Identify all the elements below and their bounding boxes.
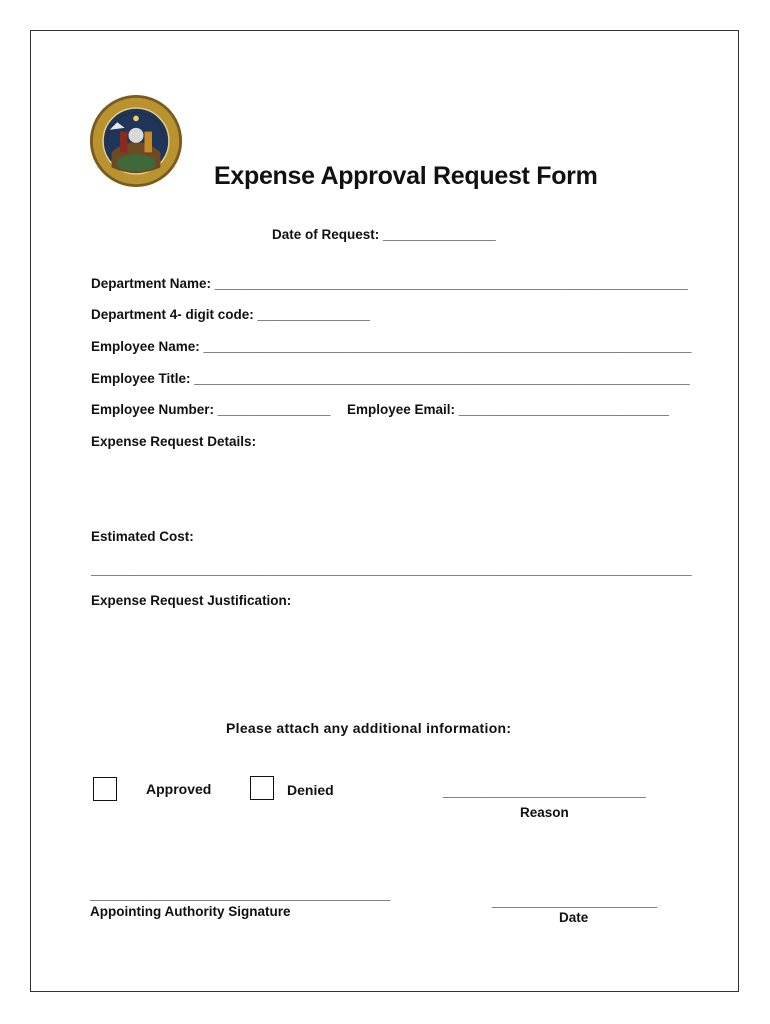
- signature-field[interactable]: ________________________________________: [90, 887, 391, 902]
- date-label: Date: [559, 910, 589, 925]
- date-field[interactable]: ______________________: [492, 894, 658, 909]
- expense-request-details-label: Expense Request Details:: [91, 434, 257, 449]
- denied-checkbox[interactable]: [250, 776, 274, 800]
- department-name-field[interactable]: Department Name: _______________________________________________________________: [91, 276, 688, 291]
- estimated-cost-label: Estimated Cost:: [91, 529, 194, 544]
- denied-label: Denied: [287, 782, 334, 798]
- employee-number-field[interactable]: Employee Number: _______________: [91, 402, 331, 417]
- city-seal-logo: [89, 94, 183, 188]
- employee-title-field[interactable]: Employee Title: __________________________________________________________________: [91, 371, 690, 386]
- estimated-cost-field[interactable]: ________________________________________________________________________________: [91, 562, 692, 577]
- reason-field[interactable]: ___________________________: [443, 784, 646, 799]
- date-of-request-field[interactable]: Date of Request: _______________: [272, 227, 496, 242]
- department-code-field[interactable]: Department 4- digit code: _______________: [91, 307, 371, 322]
- employee-email-field[interactable]: Employee Email: ____________________________: [347, 402, 670, 417]
- approved-checkbox[interactable]: [93, 777, 117, 801]
- signature-label: Appointing Authority Signature: [90, 904, 291, 919]
- employee-name-field[interactable]: Employee Name: _________________________________________________________________: [91, 339, 692, 354]
- attach-info-note: Please attach any additional information:: [226, 720, 512, 736]
- reason-label: Reason: [520, 805, 569, 820]
- form-title: Expense Approval Request Form: [214, 162, 598, 190]
- expense-request-justification-label: Expense Request Justification:: [91, 593, 292, 608]
- approved-label: Approved: [146, 781, 212, 797]
